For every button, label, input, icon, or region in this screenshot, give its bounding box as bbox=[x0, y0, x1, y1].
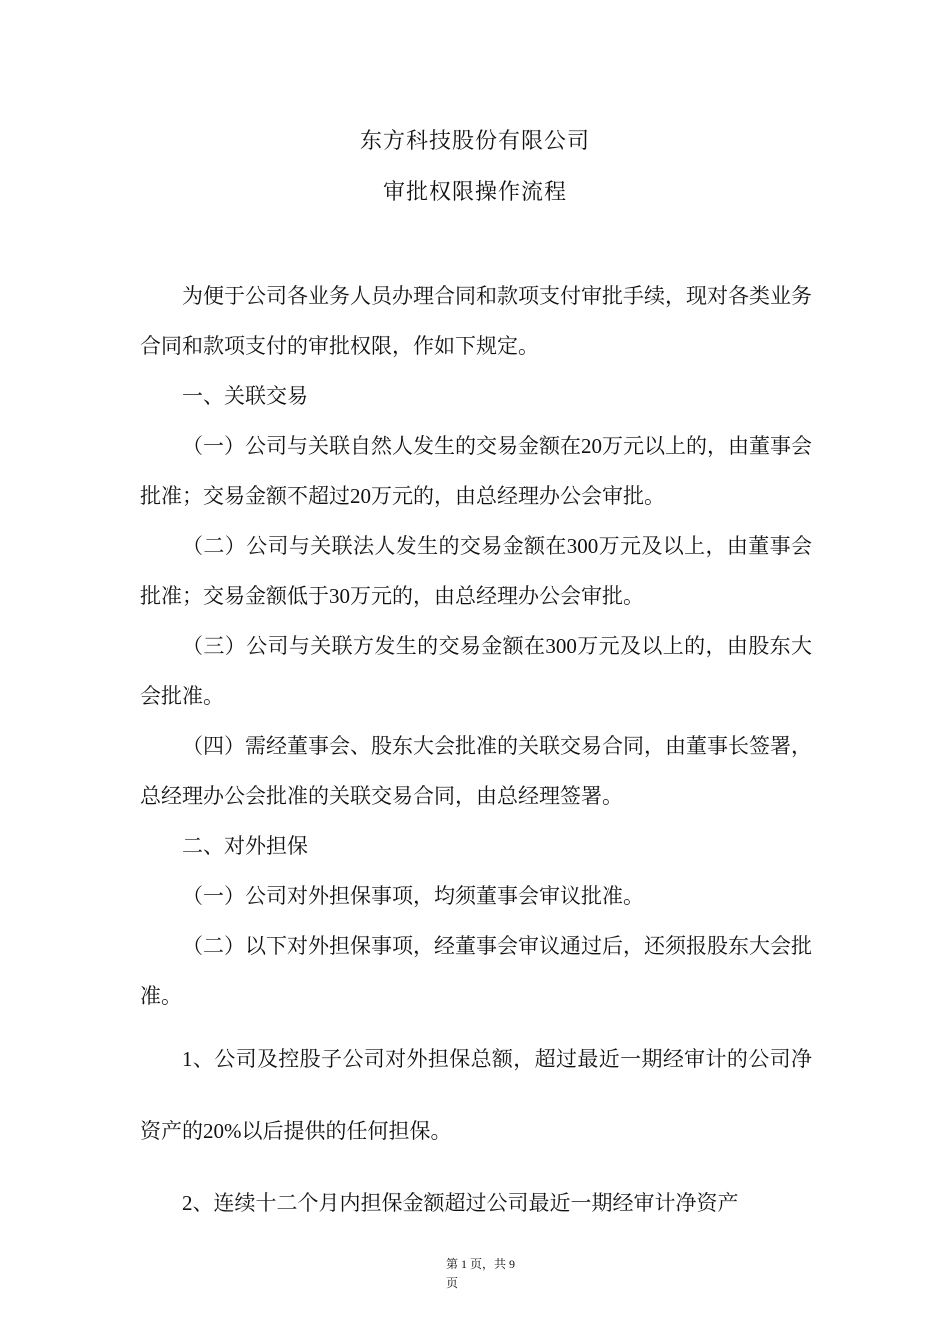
numbered-item: 1、公司及控股子公司对外担保总额，超过最近一期经审计的公司净资产的20%以后提供的任何担保。 bbox=[140, 1047, 812, 1143]
document-body bbox=[140, 271, 812, 1239]
clause-paragraph: （四）需经董事会、股东大会批准的关联交易合同，由董事长签署，总经理办公会批准的关联交易合同，由总经理签署。 bbox=[140, 734, 812, 808]
section-heading-related-transactions: 一、关联交易 bbox=[182, 384, 308, 408]
intro-paragraph: 为便于公司各业务人员办理合同和款项支付审批手续，现对各类业务合同和款项支付的审批权限，作如下规定。 bbox=[140, 284, 812, 358]
clause-paragraph: （一）公司对外担保事项，均须董事会审议批准。 bbox=[182, 884, 644, 908]
clause-paragraph: （二）以下对外担保事项，经董事会审议通过后，还须报股东大会批准。 bbox=[140, 934, 812, 1008]
section-heading-external-guarantee: 二、对外担保 bbox=[182, 834, 308, 858]
page-number-line1: 第 1 页，共 9 bbox=[446, 1257, 516, 1271]
numbered-item: 2、连续十二个月内担保金额超过公司最近一期经审计净资产 bbox=[182, 1191, 739, 1215]
page-number-line2: 页 bbox=[446, 1276, 459, 1290]
clause-paragraph: （三）公司与关联方发生的交易金额在300万元及以上的，由股东大会批准。 bbox=[140, 634, 812, 708]
document-title: 审批权限操作流程 bbox=[382, 179, 567, 204]
company-name: 东方科技股份有限公司 bbox=[359, 128, 590, 153]
clause-paragraph: （二）公司与关联法人发生的交易金额在300万元及以上，由董事会批准；交易金额低于30万元的，由总经理办公会审批。 bbox=[140, 534, 812, 608]
clause-paragraph: （一）公司与关联自然人发生的交易金额在20万元以上的，由董事会批准；交易金额不超过20万元的，由总经理办公会审批。 bbox=[140, 434, 812, 508]
